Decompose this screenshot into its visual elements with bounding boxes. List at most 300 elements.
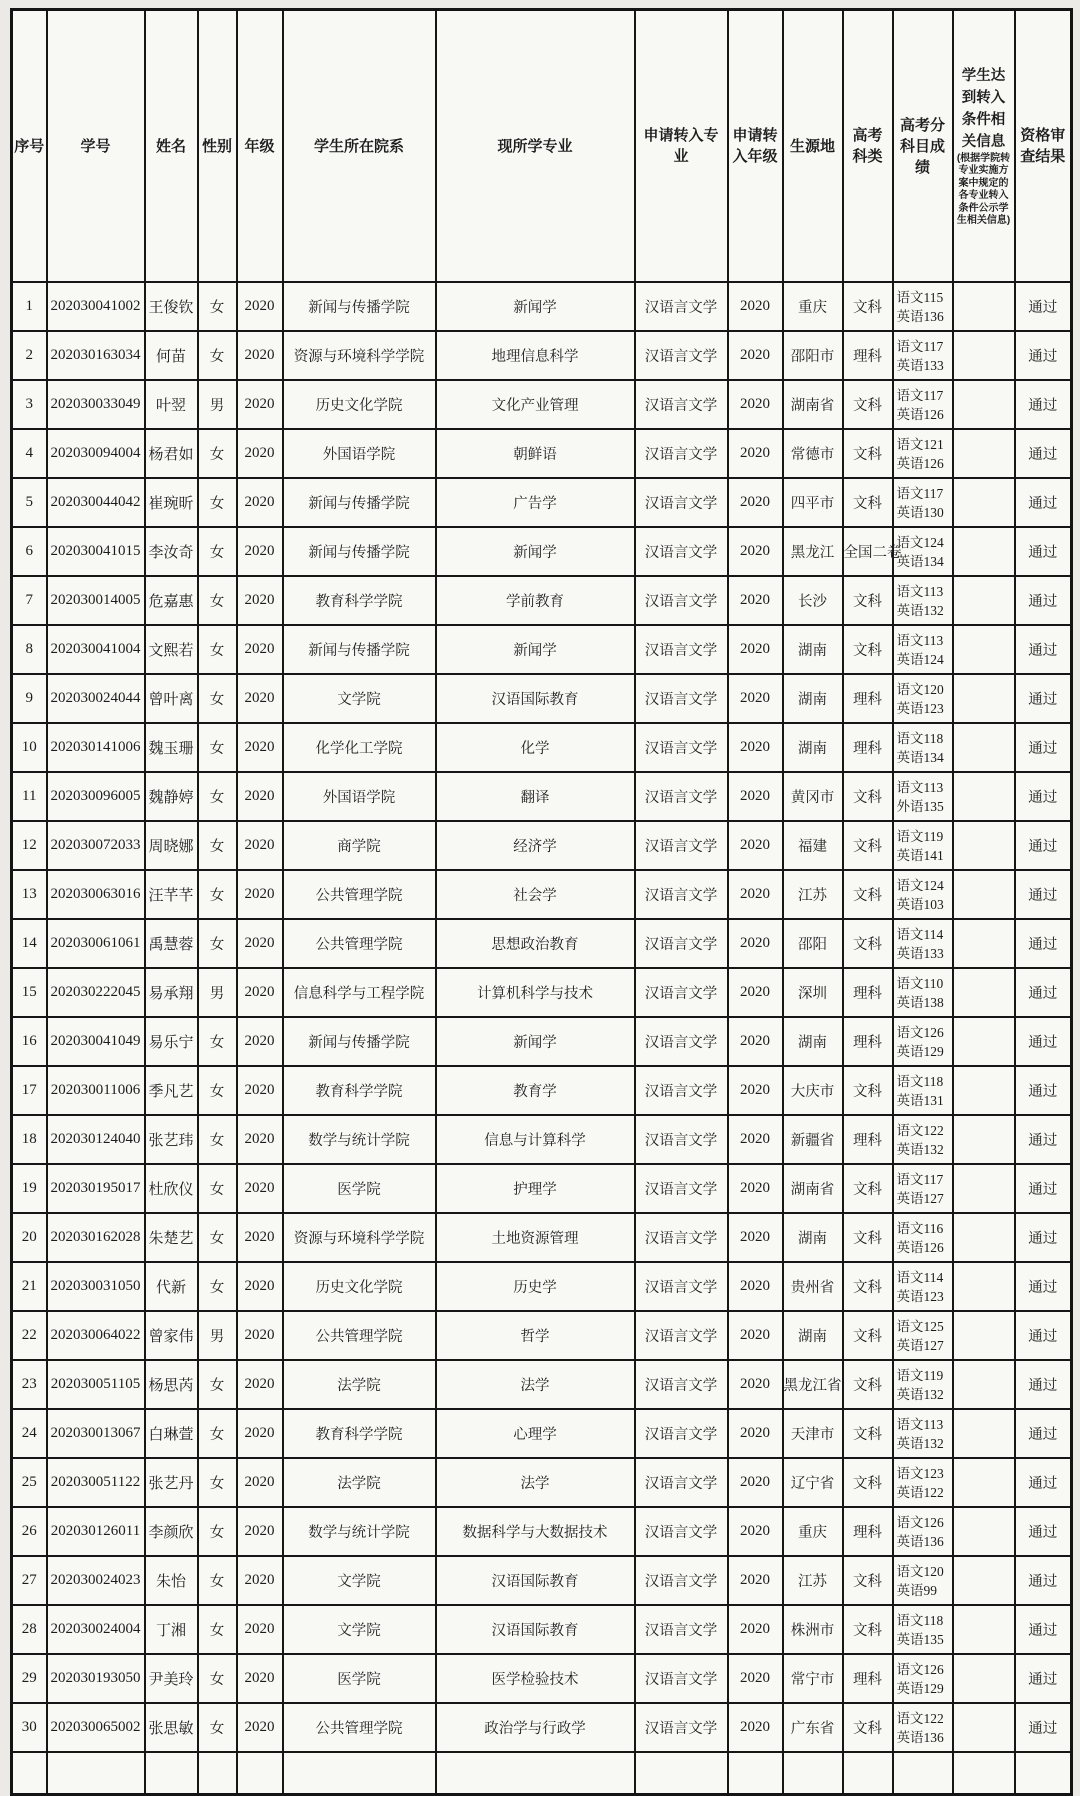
score-line-english: 英语130 <box>896 504 944 520</box>
cell-department: 公共管理学院 <box>283 870 436 919</box>
cell-current-major: 计算机科学与技术 <box>436 968 635 1017</box>
table-row <box>12 625 1072 674</box>
cell-grade: 2020 <box>237 429 283 478</box>
cell-origin: 湖南 <box>783 674 843 723</box>
cell-exam-category: 理科 <box>843 331 893 380</box>
cell-exam-category: 理科 <box>843 1017 893 1066</box>
cell-condition-info <box>953 1605 1015 1654</box>
col-header-department: 学生所在院系 <box>283 10 436 283</box>
cell-student-id: 202030061061 <box>47 919 145 968</box>
cell-grade: 2020 <box>237 527 283 576</box>
cell-student-id: 202030162028 <box>47 1213 145 1262</box>
cell-gender: 女 <box>198 1556 237 1605</box>
score-line-english: 英语126 <box>896 406 944 422</box>
cell-condition-info <box>953 380 1015 429</box>
cell-name: 白琳萱 <box>145 1409 198 1458</box>
cell-name: 易乐宁 <box>145 1017 198 1066</box>
cell-gender: 女 <box>198 576 237 625</box>
score-line-english: 英语122 <box>896 1484 944 1500</box>
cell-review-result: 通过 <box>1015 1458 1072 1507</box>
cell-index: 29 <box>12 1654 47 1703</box>
cell-target-major: 汉语言文学 <box>635 1164 728 1213</box>
cell-current-major: 翻译 <box>436 772 635 821</box>
cell-student-id: 202030041049 <box>47 1017 145 1066</box>
cell-index: 10 <box>12 723 47 772</box>
table-row <box>12 1017 1072 1066</box>
score-line-english: 英语99 <box>896 1582 937 1598</box>
cell-review-result: 通过 <box>1015 1066 1072 1115</box>
score-line-chinese: 语文126 <box>896 1514 944 1530</box>
cell-index: 9 <box>12 674 47 723</box>
cell-origin: 深圳 <box>783 968 843 1017</box>
cell-target-grade: 2020 <box>728 1654 783 1703</box>
cell-index: 18 <box>12 1115 47 1164</box>
cell-name: 王俊钦 <box>145 282 198 331</box>
cell-target-major: 汉语言文学 <box>635 968 728 1017</box>
cell-review-result: 通过 <box>1015 919 1072 968</box>
cell-name: 魏静婷 <box>145 772 198 821</box>
score-line-english: 英语127 <box>896 1190 944 1206</box>
score-line-english: 英语103 <box>896 896 944 912</box>
cell-gender: 女 <box>198 870 237 919</box>
cell-origin: 湖南省 <box>783 1164 843 1213</box>
cell-gender: 女 <box>198 1703 237 1752</box>
cell-current-major <box>436 1752 635 1795</box>
cell-condition-info <box>953 919 1015 968</box>
cell-index: 19 <box>12 1164 47 1213</box>
cell-target-grade: 2020 <box>728 772 783 821</box>
score-line-english: 英语136 <box>896 308 944 324</box>
cell-review-result: 通过 <box>1015 1311 1072 1360</box>
table-row <box>12 674 1072 723</box>
cell-index: 8 <box>12 625 47 674</box>
cell-name: 禹慧蓉 <box>145 919 198 968</box>
cell-name: 曾家伟 <box>145 1311 198 1360</box>
cell-exam-scores <box>893 1556 953 1605</box>
cell-review-result: 通过 <box>1015 527 1072 576</box>
cell-index: 15 <box>12 968 47 1017</box>
cell-origin: 贵州省 <box>783 1262 843 1311</box>
cell-exam-scores <box>893 282 953 331</box>
cell-student-id: 202030163034 <box>47 331 145 380</box>
col-header-current-major: 现所学专业 <box>436 10 635 283</box>
cell-current-major: 思想政治教育 <box>436 919 635 968</box>
cell-index: 6 <box>12 527 47 576</box>
cell-name: 易承翔 <box>145 968 198 1017</box>
cell-student-id: 202030044042 <box>47 478 145 527</box>
cell-review-result: 通过 <box>1015 1703 1072 1752</box>
cell-gender: 女 <box>198 282 237 331</box>
score-line-english: 英语126 <box>896 455 944 471</box>
cell-current-major: 化学 <box>436 723 635 772</box>
cell-condition-info <box>953 527 1015 576</box>
cell-condition-info <box>953 1409 1015 1458</box>
table-row <box>12 429 1072 478</box>
cell-review-result: 通过 <box>1015 1605 1072 1654</box>
cell-grade: 2020 <box>237 380 283 429</box>
cell-review-result: 通过 <box>1015 968 1072 1017</box>
score-line-english: 英语141 <box>896 847 944 863</box>
cell-student-id: 202030024044 <box>47 674 145 723</box>
score-line-chinese: 语文119 <box>896 828 944 844</box>
cell-exam-category: 文科 <box>843 919 893 968</box>
score-line-chinese: 语文117 <box>896 1171 944 1187</box>
cell-gender: 女 <box>198 674 237 723</box>
cell-target-major: 汉语言文学 <box>635 527 728 576</box>
cell-origin: 湖南 <box>783 625 843 674</box>
cell-condition-info <box>953 282 1015 331</box>
cell-gender: 女 <box>198 1360 237 1409</box>
cell-grade: 2020 <box>237 1164 283 1213</box>
cell-exam-category: 理科 <box>843 1654 893 1703</box>
cell-index: 23 <box>12 1360 47 1409</box>
score-line-chinese: 语文124 <box>896 534 944 550</box>
cell-origin: 天津市 <box>783 1409 843 1458</box>
cell-target-major: 汉语言文学 <box>635 1115 728 1164</box>
cell-index: 30 <box>12 1703 47 1752</box>
cell-target-major: 汉语言文学 <box>635 723 728 772</box>
cell-target-grade: 2020 <box>728 723 783 772</box>
cell-exam-scores <box>893 1703 953 1752</box>
table-row <box>12 968 1072 1017</box>
cell-department <box>283 1752 436 1795</box>
cell-department: 文学院 <box>283 1605 436 1654</box>
cell-condition-info <box>953 1360 1015 1409</box>
cell-origin: 长沙 <box>783 576 843 625</box>
cell-condition-info <box>953 1262 1015 1311</box>
cell-origin: 邵阳 <box>783 919 843 968</box>
cell-exam-category: 文科 <box>843 1311 893 1360</box>
cell-department: 新闻与传播学院 <box>283 527 436 576</box>
score-line-chinese: 语文125 <box>896 1318 944 1334</box>
cell-exam-scores <box>893 1605 953 1654</box>
table-row <box>12 821 1072 870</box>
cell-name: 张艺玮 <box>145 1115 198 1164</box>
cell-condition-info <box>953 1703 1015 1752</box>
cell-gender: 女 <box>198 919 237 968</box>
cell-origin: 常宁市 <box>783 1654 843 1703</box>
cell-student-id: 202030064022 <box>47 1311 145 1360</box>
col-header-origin: 生源地 <box>783 10 843 283</box>
cell-target-major: 汉语言文学 <box>635 1066 728 1115</box>
table-row <box>12 1458 1072 1507</box>
cell-origin: 新疆省 <box>783 1115 843 1164</box>
cell-grade: 2020 <box>237 1213 283 1262</box>
cell-target-major <box>635 1752 728 1795</box>
cell-exam-category: 文科 <box>843 1066 893 1115</box>
cell-target-major: 汉语言文学 <box>635 625 728 674</box>
cell-condition-info <box>953 1115 1015 1164</box>
cell-origin <box>783 1752 843 1795</box>
cell-department: 化学化工学院 <box>283 723 436 772</box>
cell-target-major: 汉语言文学 <box>635 1409 728 1458</box>
cell-target-major: 汉语言文学 <box>635 1360 728 1409</box>
cell-review-result: 通过 <box>1015 429 1072 478</box>
cell-student-id: 202030011006 <box>47 1066 145 1115</box>
cell-target-grade: 2020 <box>728 870 783 919</box>
cell-name: 崔琬昕 <box>145 478 198 527</box>
cell-name: 叶翌 <box>145 380 198 429</box>
cell-student-id: 202030063016 <box>47 870 145 919</box>
header-row <box>12 10 1072 283</box>
score-line-english: 英语127 <box>896 1337 944 1353</box>
cell-target-major: 汉语言文学 <box>635 1703 728 1752</box>
cell-review-result: 通过 <box>1015 1409 1072 1458</box>
score-line-chinese: 语文110 <box>896 975 944 991</box>
cell-target-major: 汉语言文学 <box>635 870 728 919</box>
cell-target-grade: 2020 <box>728 1115 783 1164</box>
cell-target-major: 汉语言文学 <box>635 1213 728 1262</box>
score-line-chinese: 语文120 <box>896 1563 944 1579</box>
score-line-english: 英语132 <box>896 1386 944 1402</box>
cell-gender: 女 <box>198 1458 237 1507</box>
score-line-english: 英语126 <box>896 1239 944 1255</box>
cell-index: 17 <box>12 1066 47 1115</box>
cell-condition-info <box>953 429 1015 478</box>
cell-target-major: 汉语言文学 <box>635 1311 728 1360</box>
cell-name: 杨君如 <box>145 429 198 478</box>
cell-target-grade: 2020 <box>728 429 783 478</box>
cell-origin: 湖南省 <box>783 380 843 429</box>
cell-grade: 2020 <box>237 1703 283 1752</box>
cell-current-major: 土地资源管理 <box>436 1213 635 1262</box>
cell-exam-scores <box>893 870 953 919</box>
cell-condition-info <box>953 870 1015 919</box>
cell-index: 7 <box>12 576 47 625</box>
score-line-chinese: 语文115 <box>896 289 944 305</box>
cell-department: 教育科学学院 <box>283 1409 436 1458</box>
table-row <box>12 1213 1072 1262</box>
cell-index: 22 <box>12 1311 47 1360</box>
score-line-english: 英语132 <box>896 1435 944 1451</box>
cell-review-result: 通过 <box>1015 1213 1072 1262</box>
cell-origin: 黑龙江 <box>783 527 843 576</box>
cell-current-major: 医学检验技术 <box>436 1654 635 1703</box>
cell-gender: 女 <box>198 1654 237 1703</box>
table-row <box>12 1703 1072 1752</box>
table-row <box>12 1311 1072 1360</box>
score-line-english: 英语129 <box>896 1680 944 1696</box>
cell-grade: 2020 <box>237 821 283 870</box>
cell-exam-category: 文科 <box>843 1360 893 1409</box>
cell-current-major: 新闻学 <box>436 625 635 674</box>
score-line-chinese: 语文117 <box>896 387 944 403</box>
cell-origin: 邵阳市 <box>783 331 843 380</box>
cell-target-grade: 2020 <box>728 1703 783 1752</box>
cell-name: 曾叶离 <box>145 674 198 723</box>
table-row <box>12 1654 1072 1703</box>
cell-exam-scores <box>893 1311 953 1360</box>
cell-exam-scores <box>893 1213 953 1262</box>
cell-exam-scores <box>893 674 953 723</box>
cell-gender: 女 <box>198 1115 237 1164</box>
cell-review-result: 通过 <box>1015 380 1072 429</box>
cell-target-grade: 2020 <box>728 1507 783 1556</box>
cell-exam-scores <box>893 1164 953 1213</box>
cell-target-major: 汉语言文学 <box>635 1507 728 1556</box>
cell-review-result: 通过 <box>1015 723 1072 772</box>
cell-student-id: 202030065002 <box>47 1703 145 1752</box>
cell-exam-scores <box>893 380 953 429</box>
cell-target-major: 汉语言文学 <box>635 1605 728 1654</box>
cell-current-major: 历史学 <box>436 1262 635 1311</box>
cell-student-id: 202030051122 <box>47 1458 145 1507</box>
cell-target-grade: 2020 <box>728 1556 783 1605</box>
cell-department: 新闻与传播学院 <box>283 282 436 331</box>
cell-condition-info <box>953 1507 1015 1556</box>
cell-exam-category: 文科 <box>843 380 893 429</box>
cell-grade: 2020 <box>237 1605 283 1654</box>
cell-condition-info <box>953 772 1015 821</box>
cell-origin: 广东省 <box>783 1703 843 1752</box>
score-line-chinese: 语文113 <box>896 632 944 648</box>
cell-exam-category: 文科 <box>843 429 893 478</box>
cell-name: 周晓娜 <box>145 821 198 870</box>
cell-exam-category: 文科 <box>843 1556 893 1605</box>
cell-current-major: 经济学 <box>436 821 635 870</box>
cell-target-grade: 2020 <box>728 478 783 527</box>
cell-index: 26 <box>12 1507 47 1556</box>
cell-grade <box>237 1752 283 1795</box>
cell-condition-info <box>953 1556 1015 1605</box>
cell-target-major: 汉语言文学 <box>635 478 728 527</box>
cell-student-id: 202030024004 <box>47 1605 145 1654</box>
cell-condition-info <box>953 576 1015 625</box>
cell-gender: 女 <box>198 1409 237 1458</box>
cell-condition-info <box>953 625 1015 674</box>
score-line-chinese: 语文122 <box>896 1122 944 1138</box>
cell-name: 张艺丹 <box>145 1458 198 1507</box>
cell-current-major: 汉语国际教育 <box>436 674 635 723</box>
cell-exam-scores <box>893 429 953 478</box>
cell-department: 数学与统计学院 <box>283 1507 436 1556</box>
score-line-english: 英语132 <box>896 602 944 618</box>
cell-current-major: 护理学 <box>436 1164 635 1213</box>
score-line-english: 英语123 <box>896 700 944 716</box>
cell-student-id: 202030096005 <box>47 772 145 821</box>
cell-exam-category: 理科 <box>843 674 893 723</box>
cell-current-major: 教育学 <box>436 1066 635 1115</box>
cell-grade: 2020 <box>237 870 283 919</box>
cell-condition-info <box>953 1654 1015 1703</box>
table-row <box>12 1066 1072 1115</box>
cell-exam-scores <box>893 1115 953 1164</box>
cell-target-grade: 2020 <box>728 1360 783 1409</box>
cell-target-major: 汉语言文学 <box>635 429 728 478</box>
cell-student-id: 202030072033 <box>47 821 145 870</box>
col-header-index: 序号 <box>12 10 47 283</box>
cell-target-grade: 2020 <box>728 1262 783 1311</box>
cell-exam-scores <box>893 1360 953 1409</box>
cell-review-result: 通过 <box>1015 674 1072 723</box>
score-line-chinese: 语文120 <box>896 681 944 697</box>
cell-student-id: 202030041002 <box>47 282 145 331</box>
cell-exam-category: 理科 <box>843 1507 893 1556</box>
cell-exam-scores <box>893 1752 953 1795</box>
cell-index: 24 <box>12 1409 47 1458</box>
cell-review-result: 通过 <box>1015 870 1072 919</box>
cell-exam-category: 文科 <box>843 1605 893 1654</box>
cell-student-id <box>47 1752 145 1795</box>
table-row <box>12 1409 1072 1458</box>
cell-current-major: 汉语国际教育 <box>436 1605 635 1654</box>
table-row <box>12 478 1072 527</box>
cell-department: 历史文化学院 <box>283 1262 436 1311</box>
cell-gender: 女 <box>198 723 237 772</box>
cell-current-major: 广告学 <box>436 478 635 527</box>
cell-department: 信息科学与工程学院 <box>283 968 436 1017</box>
cell-department: 公共管理学院 <box>283 919 436 968</box>
cell-gender: 女 <box>198 821 237 870</box>
cell-student-id: 202030031050 <box>47 1262 145 1311</box>
cell-student-id: 202030024023 <box>47 1556 145 1605</box>
cell-exam-category: 文科 <box>843 1458 893 1507</box>
cell-student-id: 202030051105 <box>47 1360 145 1409</box>
cell-name: 李颜欣 <box>145 1507 198 1556</box>
cell-review-result <box>1015 1752 1072 1795</box>
cell-student-id: 202030141006 <box>47 723 145 772</box>
cell-exam-category: 文科 <box>843 772 893 821</box>
cell-department: 法学院 <box>283 1360 436 1409</box>
cell-review-result: 通过 <box>1015 576 1072 625</box>
score-line-english: 英语133 <box>896 357 944 373</box>
cell-review-result: 通过 <box>1015 331 1072 380</box>
cell-exam-scores <box>893 1409 953 1458</box>
cell-origin: 福建 <box>783 821 843 870</box>
cell-department: 公共管理学院 <box>283 1703 436 1752</box>
cell-department: 新闻与传播学院 <box>283 625 436 674</box>
cell-origin: 常德市 <box>783 429 843 478</box>
cell-review-result: 通过 <box>1015 1507 1072 1556</box>
cell-target-grade: 2020 <box>728 282 783 331</box>
cell-target-major: 汉语言文学 <box>635 576 728 625</box>
cell-exam-category: 文科 <box>843 1213 893 1262</box>
cell-origin: 重庆 <box>783 1507 843 1556</box>
cell-current-major: 政治学与行政学 <box>436 1703 635 1752</box>
table-row <box>12 919 1072 968</box>
cell-current-major: 法学 <box>436 1458 635 1507</box>
cell-current-major: 心理学 <box>436 1409 635 1458</box>
cell-grade: 2020 <box>237 1360 283 1409</box>
cell-exam-category: 文科 <box>843 478 893 527</box>
cell-department: 教育科学学院 <box>283 1066 436 1115</box>
cell-review-result: 通过 <box>1015 478 1072 527</box>
cell-target-grade: 2020 <box>728 1213 783 1262</box>
scanned-table-sheet <box>10 8 1073 1796</box>
cell-target-grade: 2020 <box>728 968 783 1017</box>
score-line-chinese: 语文116 <box>896 1220 944 1236</box>
cell-gender: 女 <box>198 527 237 576</box>
cell-department: 教育科学学院 <box>283 576 436 625</box>
cell-current-major: 社会学 <box>436 870 635 919</box>
cell-name: 文熙若 <box>145 625 198 674</box>
cell-index: 14 <box>12 919 47 968</box>
score-line-chinese: 语文113 <box>896 1416 944 1432</box>
cell-target-grade <box>728 1752 783 1795</box>
cell-gender: 男 <box>198 1311 237 1360</box>
cell-target-major: 汉语言文学 <box>635 1458 728 1507</box>
score-line-english: 英语123 <box>896 1288 944 1304</box>
cell-exam-scores <box>893 821 953 870</box>
score-line-chinese: 语文118 <box>896 730 944 746</box>
condition-info-note: (根据学院转专业实施方案中规定的各专业转入条件公示学生相关信息) <box>956 152 1011 226</box>
col-header-condition-info: 学生达到转入条件相关信息 (根据学院转专业实施方案中规定的各专业转入条件公示学生相关信息) <box>953 10 1015 283</box>
cell-department: 外国语学院 <box>283 772 436 821</box>
cell-gender: 女 <box>198 1507 237 1556</box>
score-line-chinese: 语文124 <box>896 877 944 893</box>
cell-current-major: 新闻学 <box>436 282 635 331</box>
cell-gender: 女 <box>198 1213 237 1262</box>
